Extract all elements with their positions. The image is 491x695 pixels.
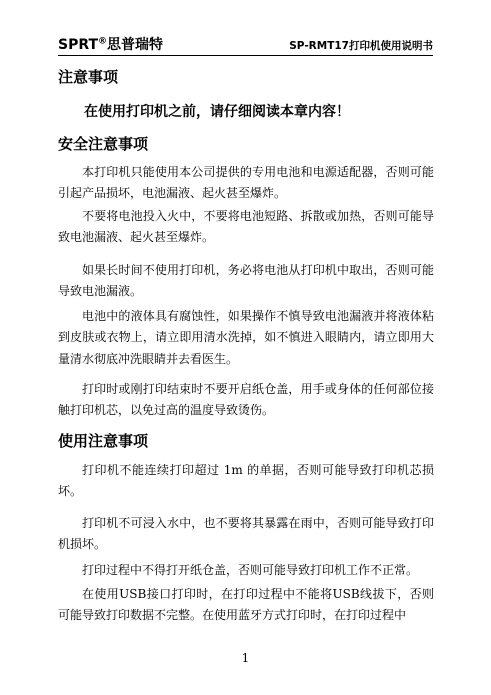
brand-logo: [58, 36, 163, 54]
page-number: 1: [241, 651, 250, 665]
brand-name: SPRT: [58, 37, 99, 53]
usage-paragraph: 打印机不可浸入水中，也不要将其暴露在雨中，否则可能导致打印机损坏。: [58, 516, 434, 552]
usage-section-title: 使用注意事项: [58, 432, 149, 450]
read-notice-banner: 在使用打印机之前，请仔细阅读本章内容！: [84, 104, 350, 120]
brand-name-chinese: 思普瑞特: [107, 37, 164, 53]
safety-paragraph: 打印时或刚打印结束时不要开启纸仓盖，用手或身体的任何部位接触打印机芯，以免过高的温度导致烫伤。: [58, 382, 434, 418]
safety-paragraph: 电池中的液体具有腐蚀性，如果操作不慎导致电池漏液并将液体粘到皮肤或衣物上，请立即用清水洗掉，如不慎进入眼睛内，请立即用大量清水彻底冲洗眼睛并去看医生。: [58, 309, 434, 366]
safety-paragraph: 不要将电池投入火中，不要将电池短路、拆散或加热，否则可能导致电池漏液、起火甚至爆炸。: [58, 209, 434, 245]
manual-title: SP-RMT17打印机使用说明书: [289, 40, 433, 52]
safety-section-title: 安全注意事项: [58, 135, 149, 153]
safety-paragraph: 如果长时间不使用打印机，务必将电池从打印机中取出，否则可能导致电池漏液。: [58, 263, 434, 299]
safety-paragraph: 本打印机只能使用本公司提供的专用电池和电源适配器，否则可能引起产品损坏，电池漏液、起火甚至爆炸。: [58, 165, 434, 201]
usage-paragraph: 在使用USB接口打印时，在打印过程中不能将USB线拔下，否则可能导致打印数据不完整。在使用蓝牙方式打印时，在打印过程中: [58, 587, 434, 623]
page-header: [58, 36, 433, 56]
usage-paragraph: 打印机不能连续打印超过 1m 的单据，否则可能导致打印机芯损坏。: [58, 463, 434, 499]
chapter-title: 注意事项: [58, 68, 119, 86]
registered-mark: ®: [98, 36, 108, 47]
usage-paragraph: 打印过程中不得打开纸仓盖，否则可能导致打印机工作不正常。: [82, 563, 419, 577]
header-divider: [58, 55, 433, 56]
